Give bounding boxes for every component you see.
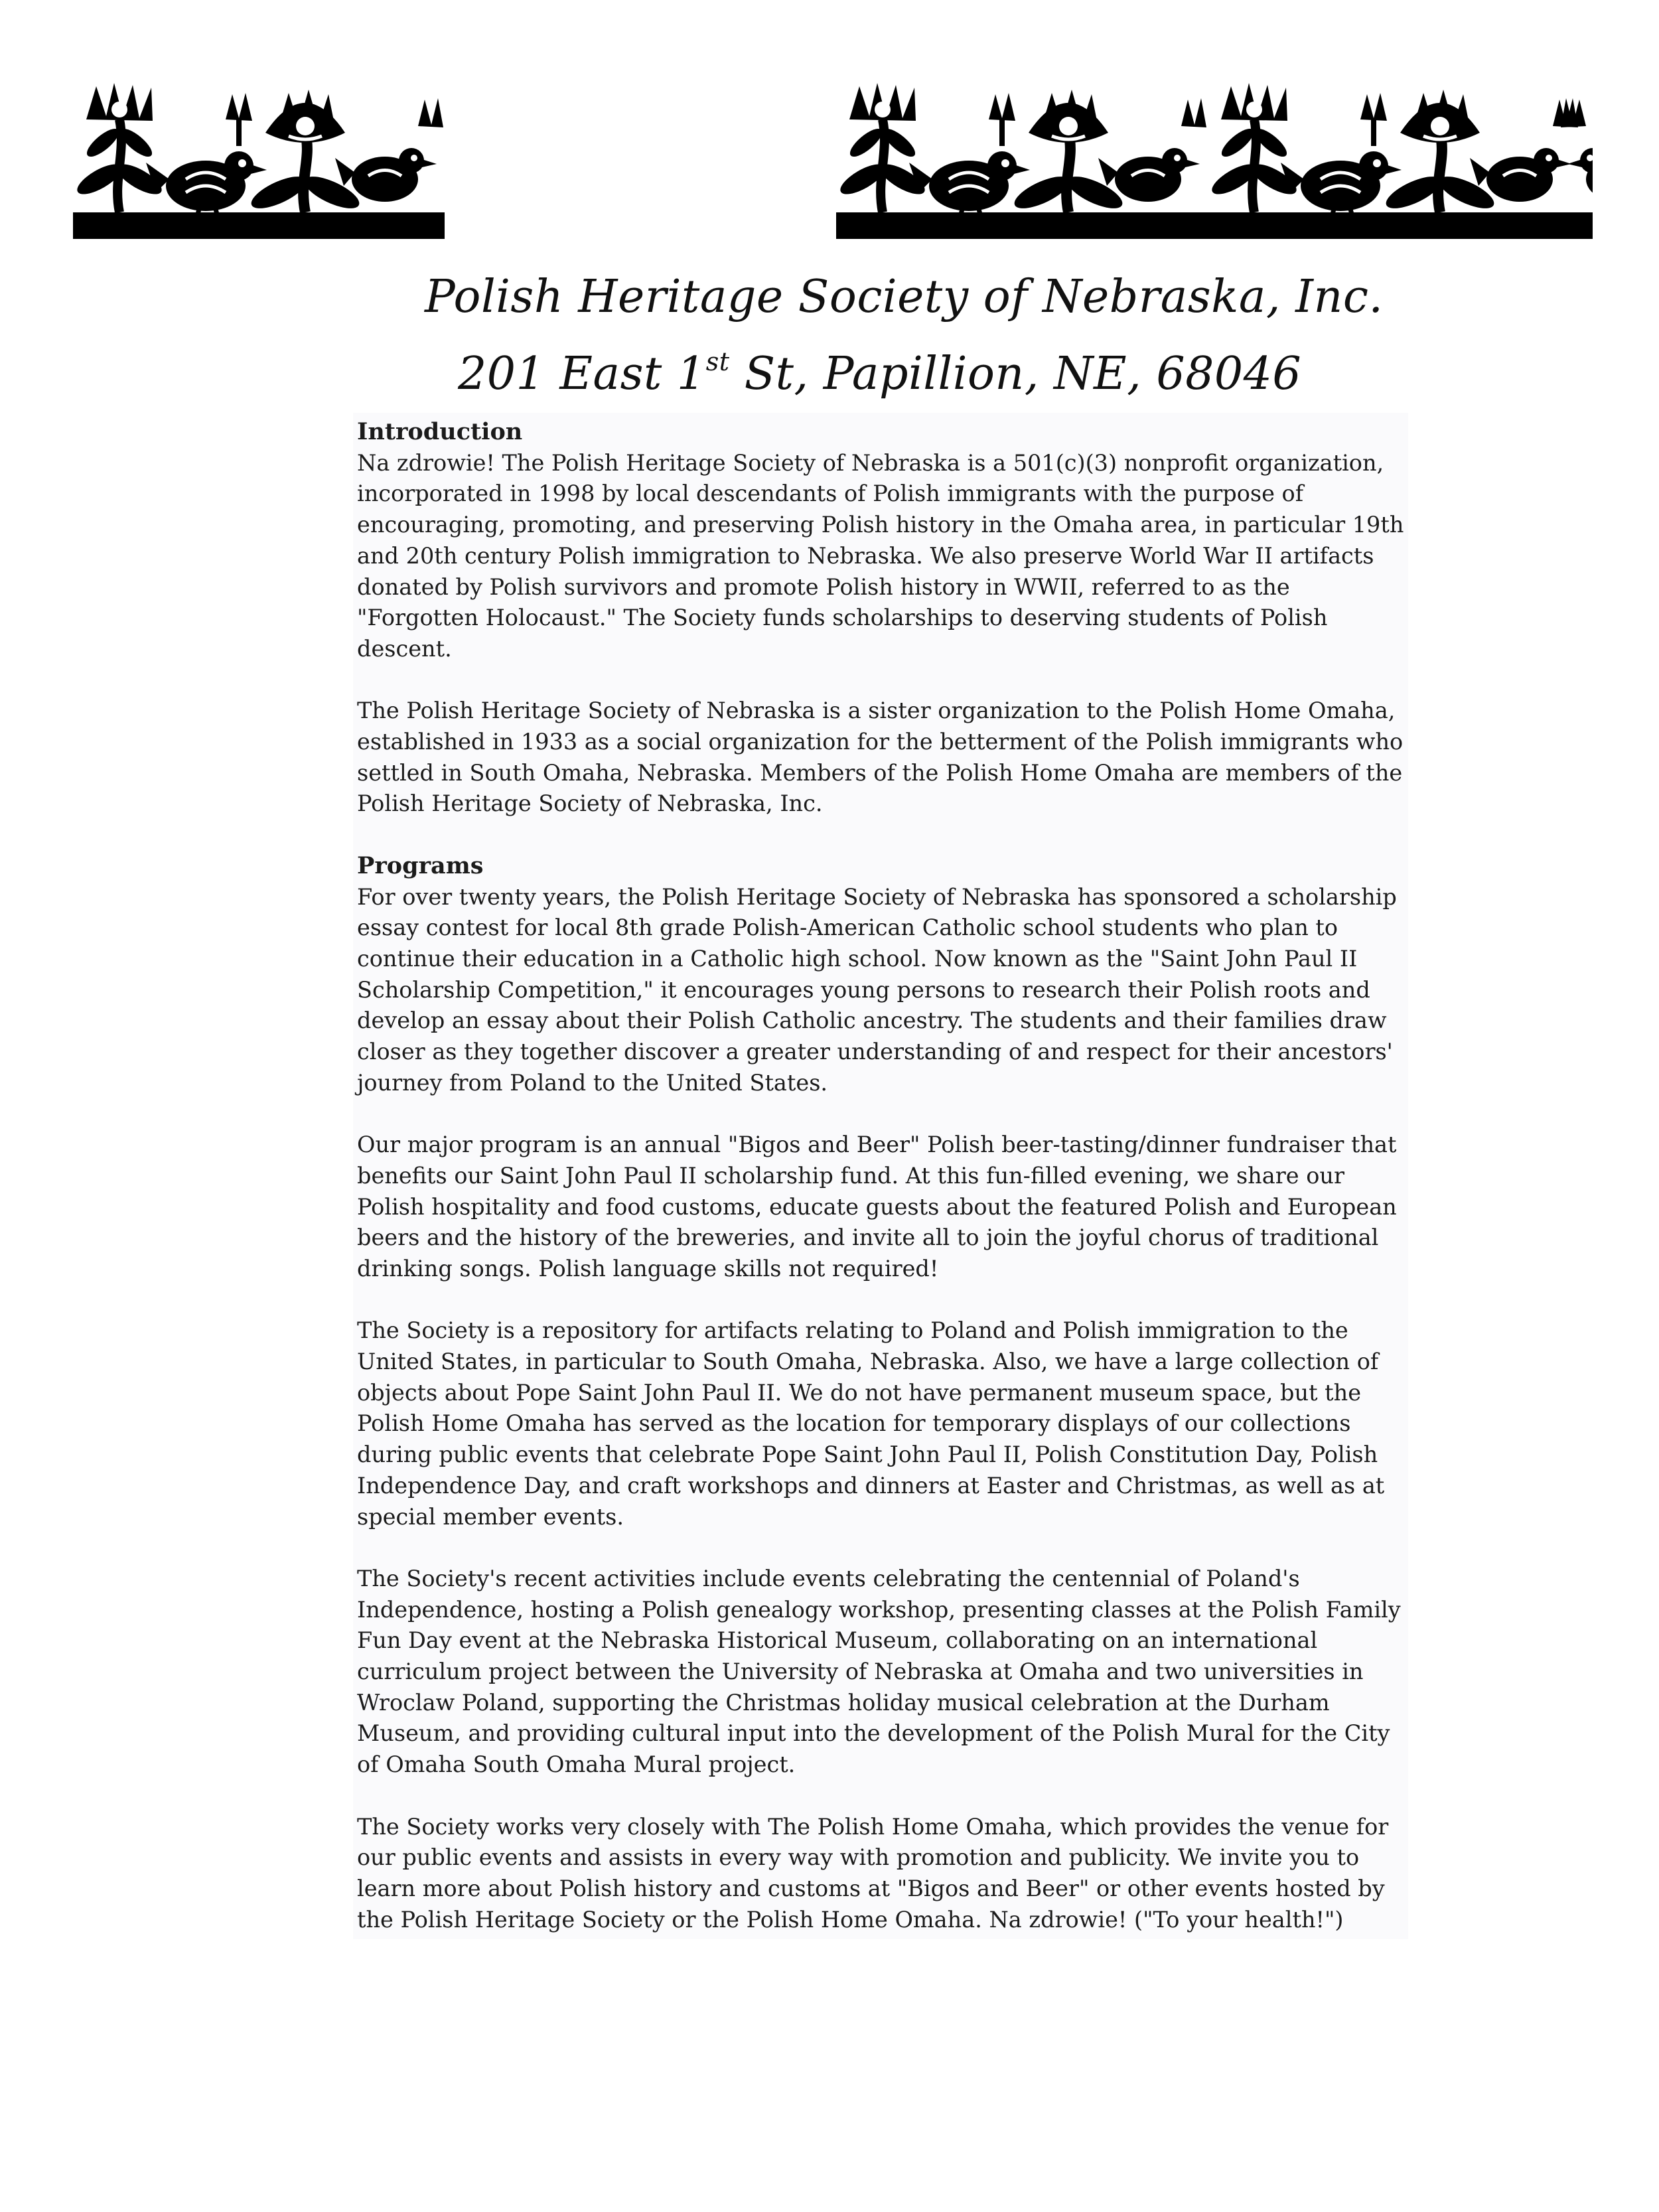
document-body — [357, 417, 1408, 1935]
polish-folk-papercut-icon — [73, 80, 1593, 246]
introduction-paragraph-1: Na zdrowie! The Polish Heritage Society of Nebraska is a 501(c)(3) nonprofit organization, incorporated in 1998 by local descendants of Polish immigrants with the purpose of encouraging, promoting, and preserving Polish history in the Omaha area, in particular 19th and 20th century Polish immigration to Nebraska. We also preserve World War II artifacts donated by Polish survivors and promote Polish history in WWII, referred to as the "Forgotten Holocaust." The Society funds scholarships to deserving students of Polish descent. — [357, 449, 1404, 662]
programs-paragraph-5: The Society works very closely with The Polish Home Omaha, which provides the venue for our public events and assists in every way with promotion and publicity. We invite you to learn more about Polish history and customs at "Bigos and Beer" or other events hosted by the Polish Heritage Society or the Polish Home Omaha. Na zdrowie! ("To your health!") — [357, 1813, 1389, 1933]
organization-address — [458, 348, 1301, 400]
programs-paragraph-4: The Society's recent activities include events celebrating the centennial of Poland's Independence, hosting a Polish genealogy workshop, presenting classes at the Polish Family Fun Day event at the Nebraska Historical Museum, collaborating on an international curriculum project between the University of Nebraska at Omaha and two universities in Wroclaw Poland, supporting the Christmas holiday musical celebration at the Durham Museum, and providing cultural input into the development of the Polish Mural for the City of Omaha South Omaha Mural project. — [357, 1565, 1401, 1778]
programs-paragraph-1: For over twenty years, the Polish Heritage Society of Nebraska has sponsored a scholarship essay contest for local 8th grade Polish-American Catholic school students who plan to continue their education in a Catholic high school. Now known as the "Saint John Paul II Scholarship Competition," it encourages young persons to research their Polish roots and develop an essay about their Polish Catholic ancestry. The students and their families draw closer as they together discover a greater understanding of and respect for their ancestors' journey from Poland to the United States. — [357, 883, 1397, 1096]
programs-paragraph-3: The Society is a repository for artifacts relating to Poland and Polish immigration to the United States, in particular to South Omaha, Nebraska. Also, we have a large collection of objects about Pope Saint John Paul II. We do not have permanent museum space, but the Polish Home Omaha has served as the location for temporary displays of our collections during public events that celebrate Pope Saint John Paul II, Polish Constitution Day, Polish Independence Day, and craft workshops and dinners at Easter and Christmas, as well as at special member events. — [357, 1317, 1385, 1530]
introduction-heading: Introduction — [357, 418, 523, 445]
organization-name: Polish Heritage Society of Nebraska, Inc. — [425, 271, 1384, 323]
programs-heading: Programs — [357, 851, 484, 879]
address-number: 201 East 1 — [458, 348, 706, 400]
address-ordinal-suffix: st — [705, 347, 730, 376]
introduction-paragraph-2: The Polish Heritage Society of Nebraska is a sister organization to the Polish Home Omaha, established in 1933 as a social organization for the betterment of the Polish immigrants who settled in South Omaha, Nebraska. Members of the Polish Home Omaha are members of the Polish Heritage Society of Nebraska, Inc. — [357, 698, 1404, 817]
address-rest: St, Papillion, NE, 68046 — [729, 348, 1302, 400]
programs-paragraph-2: Our major program is an annual "Bigos and Beer" Polish beer-tasting/dinner fundraiser that benefits our Saint John Paul II scholarship fund. At this fun-filled evening, we share our Polish hospitality and food customs, educate guests about the featured Polish and European beers and the history of the breweries, and invite all to join the joyful chorus of traditional drinking songs. Polish language skills not required! — [357, 1132, 1397, 1282]
folk-art-banner — [73, 80, 1593, 246]
